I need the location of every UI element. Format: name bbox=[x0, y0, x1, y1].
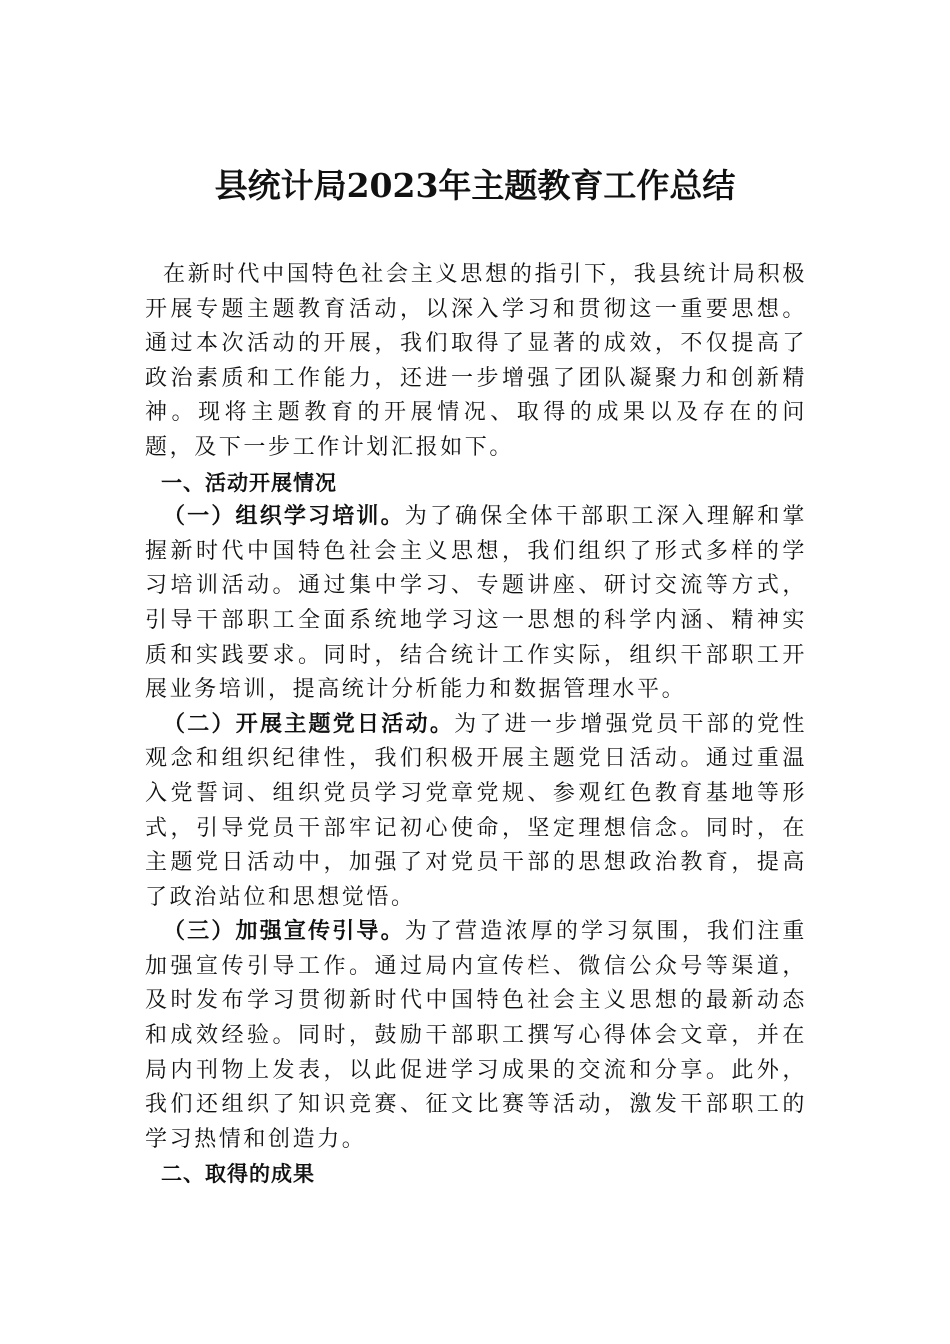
subsection-text-3: 为了营造浓厚的学习氛围，我们注重加强宣传引导工作。通过局内宣传栏、微信公众号等渠道，及时发布学习贯彻新时代中国特色社会主义思想的最新动态和成效经验。同时，鼓励干部职工撰写心得体会文章，并在局内刊物上发表，以此促进学习成果的交流和分享。此外，我们还组织了知识竞赛、征文比赛等活动，激发干部职工的学习热情和创造力。 bbox=[145, 919, 807, 1152]
subsection-text-2: 为了进一步增强党员干部的党性观念和组织纪律性，我们积极开展主题党日活动。通过重温入党誓词、组织党员学习党章党规、参观红色教育基地等形式，引导党员干部牢记初心使命，坚定理想信念。同时，在主题党日活动中，加强了对党员干部的思想政治教育，提高了政治站位和思想觉悟。 bbox=[145, 711, 808, 910]
document-body bbox=[145, 258, 807, 1192]
intro-paragraph: 在新时代中国特色社会主义思想的指引下，我县统计局积极开展专题主题教育活动，以深入学习和贯彻这一重要思想。通过本次活动的开展，我们取得了显著的成效，不仅提高了政治素质和工作能力，还进一步增强了团队凝聚力和创新精神。现将主题教育的开展情况、取得的成果以及存在的问题，及下一步工作计划汇报如下。 bbox=[145, 262, 807, 460]
document-title: 县统计局2023年主题教育工作总结 bbox=[214, 166, 736, 205]
subsection-paragraph-3 bbox=[145, 915, 807, 1157]
section-heading-2: 二、取得的成果 bbox=[161, 1162, 315, 1187]
subsection-lead-1: （一）组织学习培训。 bbox=[163, 504, 405, 530]
subsection-paragraph-1 bbox=[145, 500, 807, 708]
section-heading-1: 一、活动开展情况 bbox=[161, 470, 337, 495]
subsection-lead-2: （二）开展主题党日活动。 bbox=[163, 711, 455, 737]
subsection-text-1: 为了确保全体干部职工深入理解和掌握新时代中国特色社会主义思想，我们组织了形式多样的学习培训活动。通过集中学习、专题讲座、研讨交流等方式，引导干部职工全面系统地学习这一思想的科学内涵、精神实质和实践要求。同时，结合统计工作实际，组织干部职工开展业务培训，提高统计分析能力和数据管理水平。 bbox=[145, 504, 807, 703]
subsection-paragraph-2 bbox=[145, 708, 807, 916]
subsection-lead-3: （三）加强宣传引导。 bbox=[163, 919, 405, 945]
